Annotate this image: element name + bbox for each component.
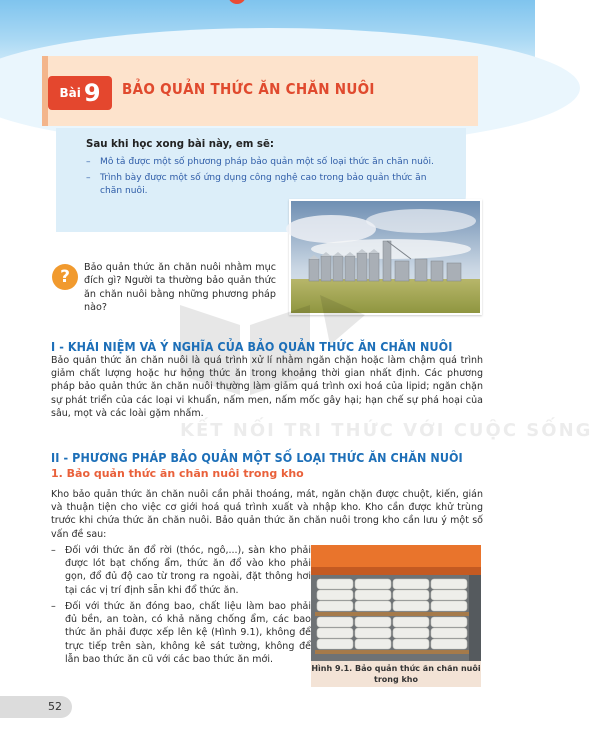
section-2-heading: II - PHƯƠNG PHÁP BẢO QUẢN MỘT SỐ LOẠI THỨC ĂN CHĂN NUÔI bbox=[51, 450, 463, 465]
bullet-mark: – bbox=[51, 601, 56, 612]
warehouse-sacks-photo bbox=[311, 545, 481, 661]
section-1-heading: I - KHÁI NIỆM VÀ Ý NGHĨA CỦA BẢO QUẢN THỨC ĂN CHĂN NUÔI bbox=[51, 339, 453, 354]
objectives-heading: Sau khi học xong bài này, em sẽ: bbox=[86, 139, 274, 150]
lesson-number: 9 bbox=[83, 79, 101, 107]
bullet-text: Đối với thức ăn đổ rời (thóc, ngô,...), sàn kho phải được lót bạt chống ẩm, thức ăn đổ vào kho phải gọn, đổ đủ độ cao từ trong ra ngoài, đặt thông hơi tại các vị trí định sẵn khi đổ thức ăn. bbox=[65, 545, 311, 596]
bullet-text: Đối với thức ăn đóng bao, chất liệu làm bao phải đủ bền, an toàn, có khả năng chống ẩm, các bao thức ăn phải được xếp lên kệ (Hình 9.1), không để trực tiếp trên sàn, không kê sát tường, không để lẫn bao thức ăn cũ với các bao thức ăn mới. bbox=[65, 601, 311, 665]
watermark-text: KẾT NỐI TRI THỨC VỚI CUỘC SỐNG bbox=[180, 420, 592, 441]
lesson-title: BẢO QUẢN THỨC ĂN CHĂN NUÔI bbox=[122, 80, 375, 98]
list-item bbox=[51, 544, 311, 597]
page-number: 52 bbox=[48, 700, 62, 713]
objective-dash: – bbox=[86, 157, 91, 167]
objective-text: Mô tả được một số phương pháp bảo quản một số loại thức ăn chăn nuôi. bbox=[100, 157, 434, 167]
objective-item bbox=[86, 172, 456, 198]
objective-text: Trình bày được một số ứng dụng công nghệ cao trong bảo quản thức ăn chăn nuôi. bbox=[100, 173, 427, 196]
lesson-badge bbox=[48, 76, 112, 110]
lesson-word: Bài bbox=[59, 86, 81, 100]
question-icon: ? bbox=[52, 264, 78, 290]
list-item bbox=[51, 600, 311, 666]
subsection-heading: 1. Bảo quản thức ăn chăn nuôi trong kho bbox=[51, 467, 304, 480]
objective-dash: – bbox=[86, 173, 91, 183]
figure-caption: Hình 9.1. Bảo quản thức ăn chăn nuôi trong kho bbox=[311, 661, 481, 687]
section-1-paragraph: Bảo quản thức ăn chăn nuôi là quá trình xử lí nhằm ngăn chặn hoặc làm chậm quá trình giảm chất lượng hoặc hư hỏng thức ăn trong khoảng thời gian nhất định. Các phương pháp bảo quản thức ăn chăn nuôi thường làm giảm quá trình oxi hoá của lipid; ngăn chặn sự phát triển của các loại vi khuẩn, nấm men, nấm mốc gây hại; hạn chế sự phá hoại của sâu, mọt và các loài gặm nhấm. bbox=[51, 355, 483, 419]
question-text: Bảo quản thức ăn chăn nuôi nhằm mục đích gì? Người ta thường bảo quản thức ăn chăn nuôi bằng những phương pháp nào? bbox=[84, 262, 276, 313]
bullet-mark: – bbox=[51, 545, 56, 556]
objective-item bbox=[86, 156, 456, 169]
section-2-paragraph: Kho bảo quản thức ăn chăn nuôi cần phải thoáng, mát, ngăn chặn được chuột, kiến, gián và thuận tiện cho việc cơ giới hoá quá trình xuất và nhập kho. Kho cần được khử trùng trước khi chứa thức ăn chăn nuôi. Bảo quản thức ăn chăn nuôi trong kho cần lưu ý một số vấn đề sau: bbox=[51, 489, 483, 540]
